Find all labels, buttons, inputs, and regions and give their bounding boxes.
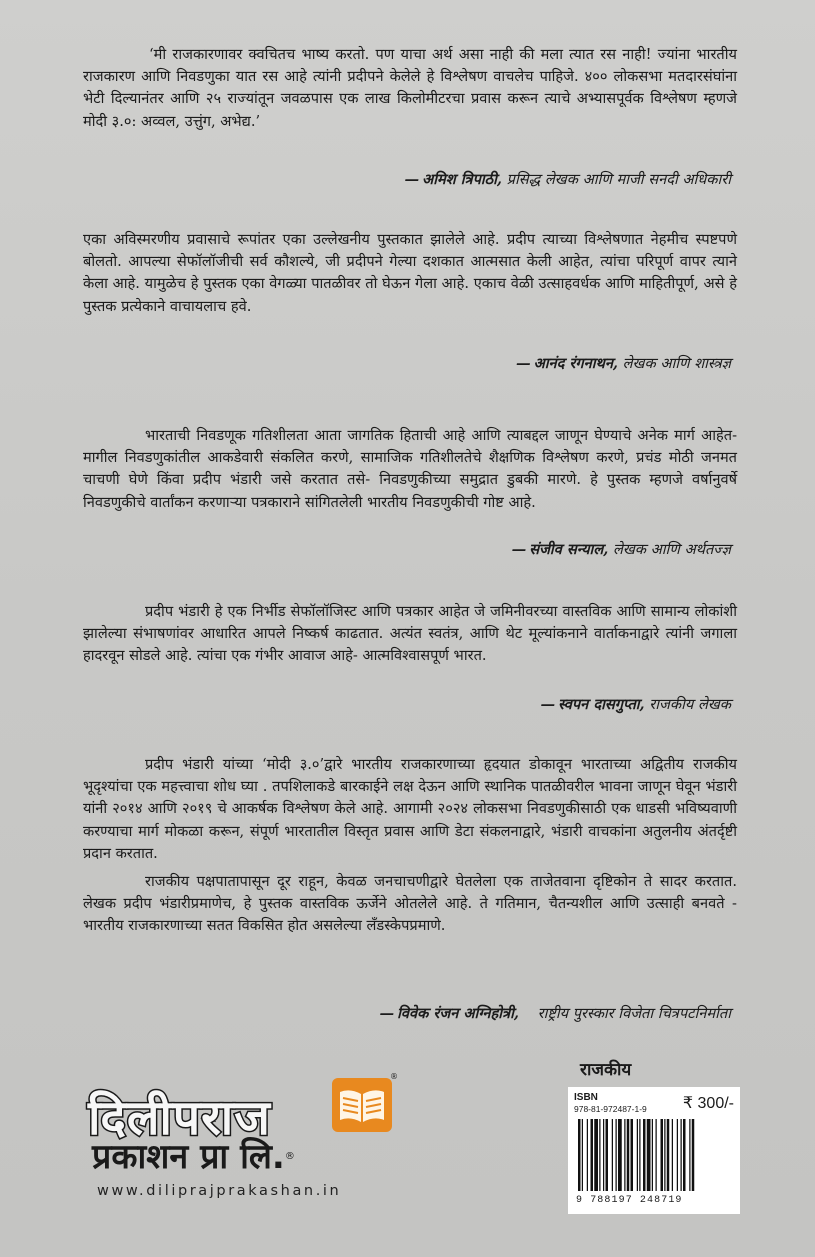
publisher-subtitle: प्रकाशन प्रा लि.® — [92, 1137, 295, 1177]
svg-text:®: ® — [390, 1072, 398, 1081]
attribution-sanjeev: — संजीव सन्याल, लेखक आणि अर्थतज्ज्ञ — [511, 541, 731, 558]
attribution-vivek: — विवेक रंजन अग्निहोत्री, राष्ट्रीय पुरस्कार विजेता चित्रपटनिर्माता — [379, 1005, 731, 1022]
quote-vivek — [83, 754, 737, 938]
quote-text: राजकीय पक्षपातापासून दूर राहून, केवळ जनचाचणीद्वारे घेतलेला एक ताजेतवाना दृष्टिकोन ते सादर करतात. लेखक प्रदीप भंडारीप्रमाणेच, हे पुस्तक वास्तविक ऊर्जेने ओतलेले आहे. ते गतिमान, चैतन्यशील आणि उत्साही बनवते - भारतीय राजकारणाच्या सतत विकसित होत असलेल्या लँडस्केपप्रमाणे. — [83, 873, 737, 935]
quote-text: प्रदीप भंडारी यांच्या ‘मोदी ३.०’द्वारे भारतीय राजकारणाच्या हृदयात डोकावून भारताच्या अद्वितीय राजकीय भूदृश्यांचा एक महत्त्वाचा शोध घ्या . तपशिलाकडे बारकाईने लक्ष देऊन आणि स्थानिक पातळीवरील भावना जाणून घेवून भंडारी यांनी २०१४ आणि २०१९ चे आकर्षक विश्लेषण केले आहे. आगामी २०२४ लोकसभा निवडणुकीसाठी एक धाडसी भविष्यवाणी करण्याचा मार्ग मोकळा करून, संपूर्ण भारतातील विस्तृत प्रवास आणि डेटा संकलनाद्वारे, भंडारी वाचकांना अतुलनीय अंतर्दृष्टी प्रदान करतात. — [83, 756, 737, 862]
isbn-barcode — [568, 1087, 740, 1214]
quote-text: एका अविस्मरणीय प्रवासाचे रूपांतर एका उल्लेखनीय पुस्तकात झालेले आहे. प्रदीप त्याच्या विश्लेषणात नेहमीच स्पष्टपणे बोलतो. आपल्या सेफॉलॉजीची सर्व कौशल्ये, जी प्रदीपने गेल्या दशकात आत्मसात केली आहेत, त्यांचा परिपूर्ण वापर त्याने केला आहे. यामुळेच हे पुस्तक एका वेगळ्या पातळीवर तो घेऊन गेला आहे. एकाच वेळी उत्साहवर्धक आणि माहितीपूर्ण, असे हे पुस्तक प्रत्येकाने वाचायलाच हवे. — [83, 231, 737, 315]
author-role: प्रसिद्ध लेखक आणि माजी सनदी अधिकारी — [506, 171, 731, 188]
author-role: राष्ट्रीय पुरस्कार विजेता चित्रपटनिर्माता — [537, 1005, 731, 1022]
attribution-swapan: — स्वपन दासगुप्ता, राजकीय लेखक — [540, 696, 731, 713]
author-name: अमिश त्रिपाठी, — [422, 171, 503, 188]
attribution-anand: — आनंद रंगनाथन, लेखक आणि शास्त्रज्ञ — [515, 355, 731, 372]
quote-text: भारताची निवडणूक गतिशीलता आता जागतिक हिताची आहे आणि त्याबद्दल जाणून घेण्याचे अनेक मार्ग आहेत- मागील निवडणुकांतील आकडेवारी संकलित करणे, सामाजिक गतिशीलतेचे शैक्षणिक विश्लेषण करणे, प्रचंड मोठी जनमत चाचणी घेणे किंवा प्रदीप भंडारी जसे करतात तसे- निवडणुकीच्या समुद्रात डुबकी मारणे. हे पुस्तक म्हणजे वर्षानुवर्षे निवडणुकीचे वार्तांकन करणाऱ्या पत्रकाराने सांगितलेली भारतीय निवडणुकीची गोष्ट आहे. — [83, 427, 737, 511]
quote-amish — [83, 44, 737, 133]
open-book-icon — [328, 1070, 396, 1136]
publisher-website: www.diliprajprakashan.in — [97, 1183, 342, 1199]
quote-text: प्रदीप भंडारी हे एक निर्भीड सेफॉलॉजिस्ट आणि पत्रकार आहेत जे जमिनीवरच्या वास्तविक आणि सामान्य लोकांशी झालेल्या संभाषणांवर आधारित आपले निष्कर्ष काढतात. अत्यंत स्वतंत्र, आणि थेट मूल्यांकनाने वार्ताकनाद्वारे त्यांनी जगाला हादरवून सोडले आहे. त्यांचा एक गंभीर आवाज आहे- आत्मविश्वासपूर्ण भारत. — [83, 603, 737, 665]
publisher-name: दिलीपराज — [88, 1090, 271, 1146]
author-name: आनंद रंगनाथन, — [533, 355, 618, 372]
barcode-digits: 9 788197 248719 — [576, 1195, 683, 1206]
author-name: स्वपन दासगुप्ता, — [558, 696, 645, 713]
author-name: संजीव सन्याल, — [529, 541, 609, 558]
author-role: लेखक आणि शास्त्रज्ञ — [622, 355, 731, 372]
author-role: राजकीय लेखक — [649, 696, 731, 713]
author-role: लेखक आणि अर्थतज्ज्ञ — [612, 541, 731, 558]
attribution-amish: — अमिश त्रिपाठी, प्रसिद्ध लेखक आणि माजी सनदी अधिकारी — [404, 171, 731, 188]
quote-text: ‘मी राजकारणावर क्वचितच भाष्य करतो. पण याचा अर्थ असा नाही की मला त्यात रस नाही! ज्यांना भारतीय राजकारण आणि निवडणुका यात रस आहे त्यांनी प्रदीपने केलेले हे विश्लेषण वाचलेच पाहिजे. ४०० लोकसभा मतदारसंघांना भेटी दिल्यानंतर आणि २५ राज्यांतून जवळपास एक लाख किलोमीटरचा प्रवास करून त्याचे अभ्यासपूर्वक विश्लेषण म्हणजे मोदी ३.०: अव्वल, उत्तुंग, अभेद्य.’ — [83, 46, 737, 130]
quote-swapan — [83, 601, 737, 668]
isbn-number: 978-81-972487-1-9 — [574, 1104, 647, 1114]
isbn-label: ISBN — [574, 1092, 598, 1103]
registered-mark: ® — [284, 1151, 295, 1162]
quote-anand — [83, 229, 737, 318]
author-name: विवेक रंजन अग्निहोत्री, — [397, 1005, 519, 1022]
quote-sanjeev — [83, 425, 737, 514]
category-label: राजकीय — [580, 1060, 632, 1080]
price-label: ₹ 300/- — [682, 1095, 734, 1112]
barcode-bars — [576, 1119, 734, 1193]
